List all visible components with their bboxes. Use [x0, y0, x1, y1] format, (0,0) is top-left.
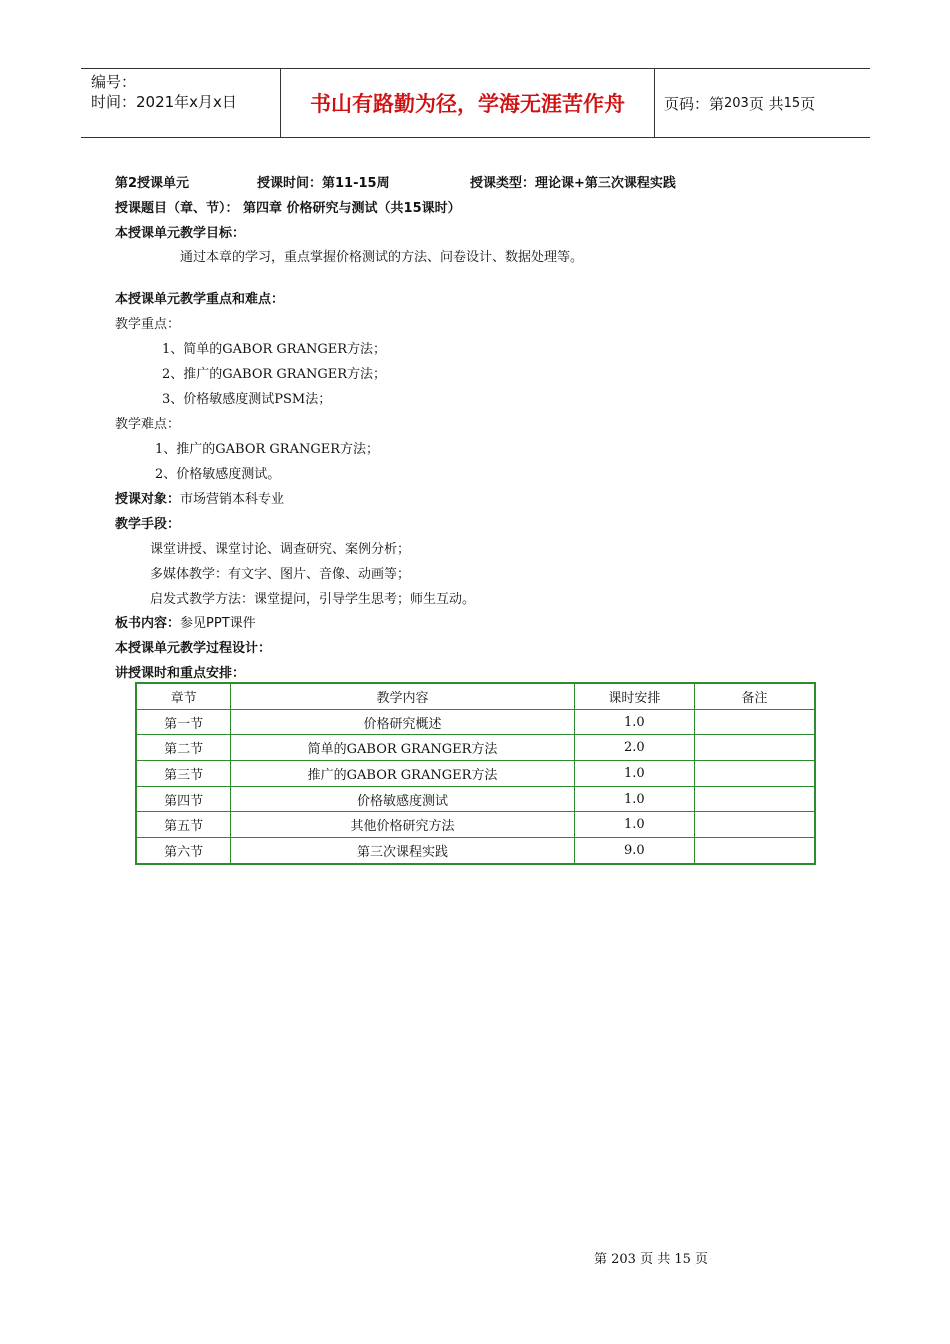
keypoints-title: 本授课单元教学重点和难点： [115, 292, 285, 307]
audience-value: 市场营销本科专业 [180, 492, 285, 507]
teaching-time: 授课时间：第11-15周 [257, 176, 390, 191]
table-cell: 1.0 [574, 761, 694, 787]
table-cell: 2.0 [574, 735, 694, 761]
time-label: 时间：2021年x月x日 [91, 93, 237, 111]
header-meta [81, 69, 281, 137]
process-title: 本授课单元教学过程设计： [115, 641, 272, 656]
board-label: 板书内容： [115, 616, 181, 631]
page-number: 203 [724, 95, 749, 111]
table-cell: 第一节 [136, 709, 231, 735]
goal-text: 通过本章的学习，重点掌握价格测试的方法、问卷设计、数据处理等。 [180, 250, 584, 265]
table-cell: 价格敏感度测试 [231, 786, 575, 812]
table-row [136, 838, 815, 864]
table-cell: 价格研究概述 [231, 709, 575, 735]
table-row [136, 735, 815, 761]
table-cell: 推广的GABOR GRANGER方法 [231, 761, 575, 787]
page-total: 15 [783, 95, 801, 111]
code-label: 编号： [91, 73, 137, 91]
table-cell [694, 838, 815, 864]
audience-label: 授课对象： [115, 492, 181, 507]
schedule-title: 讲授课时和重点安排： [115, 666, 246, 681]
table-cell [694, 786, 815, 812]
board-value: 参见PPT课件 [180, 616, 256, 631]
page-end: 页 [800, 94, 816, 113]
table-cell: 简单的GABOR GRANGER方法 [231, 735, 575, 761]
table-cell: 第二节 [136, 735, 231, 761]
table-row [136, 761, 815, 787]
table-row [136, 786, 815, 812]
key-item: 1、简单的GABOR GRANGER方法； [162, 342, 387, 357]
key-item: 3、价格敏感度测试PSM法； [162, 392, 332, 407]
table-cell: 1.0 [574, 709, 694, 735]
table-row [136, 812, 815, 838]
difficulty-item: 1、推广的GABOR GRANGER方法； [155, 442, 380, 457]
header-page-info [654, 69, 870, 137]
table-cell [694, 709, 815, 735]
header-cell: 章节 [136, 683, 231, 709]
difficulty-label: 教学难点： [115, 417, 181, 432]
goal-title: 本授课单元教学目标： [115, 226, 246, 241]
table-cell: 第六节 [136, 838, 231, 864]
table-row [136, 709, 815, 735]
means-label: 教学手段： [115, 517, 181, 532]
table-cell [694, 735, 815, 761]
means-item: 启发式教学方法：课堂提问，引导学生思考；师生互动。 [150, 592, 476, 607]
table-cell: 第三节 [136, 761, 231, 787]
header-cell: 备注 [694, 683, 815, 709]
key-item: 2、推广的GABOR GRANGER方法； [162, 367, 387, 382]
key-label: 教学重点： [115, 317, 181, 332]
unit-number: 第2授课单元 [115, 176, 190, 191]
table-cell: 9.0 [574, 838, 694, 864]
page-mid: 页 共 [748, 94, 784, 113]
schedule-table [135, 682, 816, 865]
table-cell [694, 812, 815, 838]
table-cell: 第三次课程实践 [231, 838, 575, 864]
audience-row [115, 488, 284, 507]
means-item: 多媒体教学：有文字、图片、音像、动画等； [150, 567, 411, 582]
board-row [115, 612, 256, 631]
table-cell: 第五节 [136, 812, 231, 838]
means-item: 课堂讲授、课堂讨论、调查研究、案例分析； [150, 542, 411, 557]
page-header [81, 68, 870, 138]
table-cell: 1.0 [574, 812, 694, 838]
table-cell: 第四节 [136, 786, 231, 812]
table-cell: 其他价格研究方法 [231, 812, 575, 838]
page-label: 页码：第 [664, 94, 725, 113]
table-header-row [136, 683, 815, 709]
header-cell: 教学内容 [231, 683, 575, 709]
header-motto: 书山有路勤为径，学海无涯苦作舟 [281, 69, 655, 137]
teaching-type: 授课类型：理论课+第三次课程实践 [470, 176, 676, 191]
lesson-topic: 授课题目（章、节）： 第四章 价格研究与测试（共15课时） [115, 201, 461, 216]
header-cell: 课时安排 [574, 683, 694, 709]
difficulty-item: 2、价格敏感度测试。 [155, 467, 281, 482]
page-footer: 第 203 页 共 15 页 [594, 1252, 709, 1267]
table-cell: 1.0 [574, 786, 694, 812]
table-cell [694, 761, 815, 787]
